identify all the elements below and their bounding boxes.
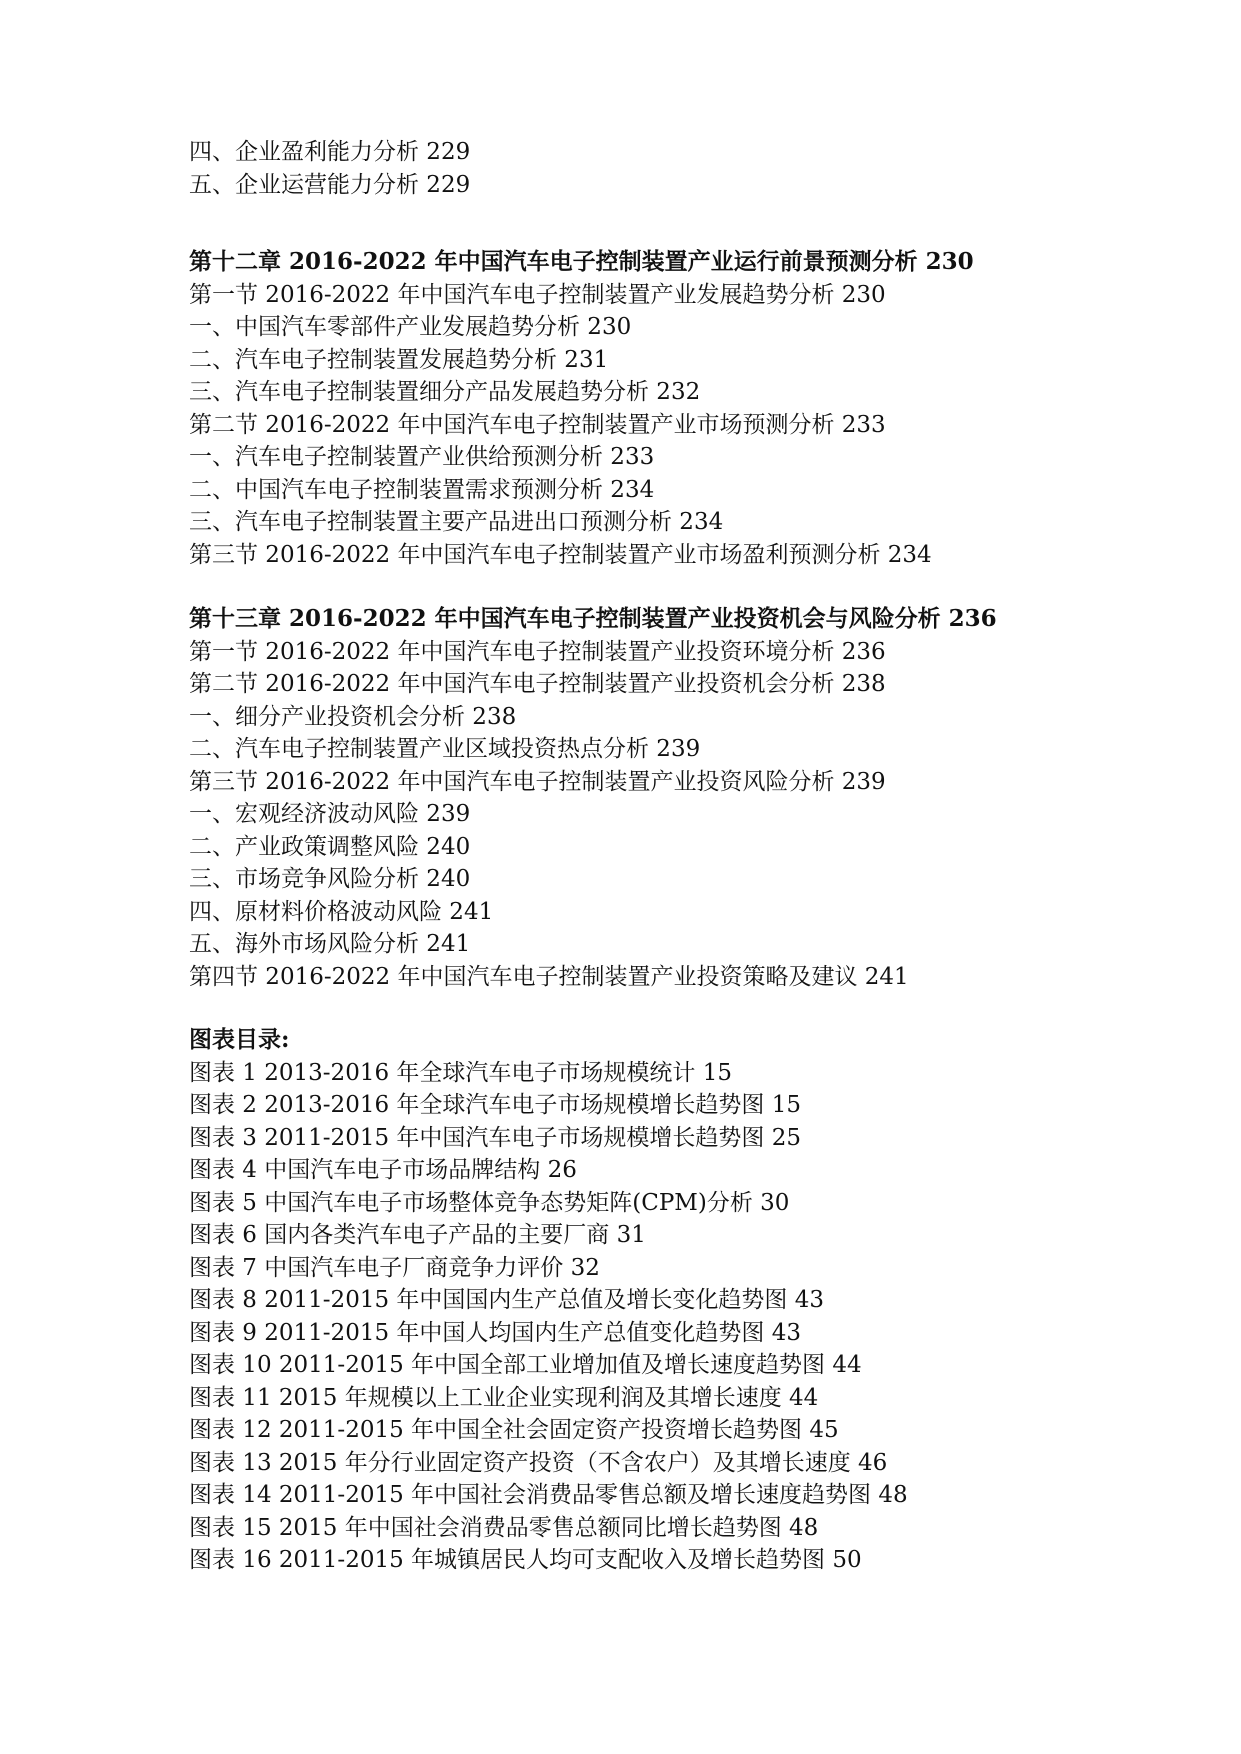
toc-entry: 二、汽车电子控制装置发展趋势分析 231 <box>189 346 609 373</box>
toc-entry: 一、中国汽车零部件产业发展趋势分析 230 <box>189 314 632 340</box>
figure-entry: 图表 16 2011-2015 年城镇居民人均可支配收入及增长趋势图 50 <box>189 1547 862 1573</box>
toc-entry: 二、汽车电子控制装置产业区域投资热点分析 239 <box>189 736 701 762</box>
toc-block-chapter13 <box>189 603 1189 993</box>
chapter-heading: 第十二章 2016-2022 年中国汽车电子控制装置产业运行前景预测分析 230 <box>189 248 974 275</box>
toc-entry: 第二节 2016-2022 年中国汽车电子控制装置产业市场预测分析 233 <box>189 411 886 438</box>
toc-entry: 第二节 2016-2022 年中国汽车电子控制装置产业投资机会分析 238 <box>189 671 886 697</box>
toc-entry: 三、汽车电子控制装置细分产品发展趋势分析 232 <box>189 379 701 405</box>
figure-entry: 图表 6 国内各类汽车电子产品的主要厂商 31 <box>189 1222 646 1248</box>
figure-entry: 图表 15 2015 年中国社会消费品零售总额同比增长趋势图 48 <box>189 1514 819 1541</box>
toc-block-chapter11-tail <box>189 136 1189 201</box>
figure-entry: 图表 8 2011-2015 年中国国内生产总值及增长变化趋势图 43 <box>189 1287 824 1313</box>
figure-entry: 图表 4 中国汽车电子市场品牌结构 26 <box>189 1157 577 1183</box>
toc-entry: 第一节 2016-2022 年中国汽车电子控制装置产业投资环境分析 236 <box>189 638 886 665</box>
toc-entry: 一、宏观经济波动风险 239 <box>189 801 471 827</box>
toc-block-chapter12 <box>189 246 1189 571</box>
chapter-heading: 第十三章 2016-2022 年中国汽车电子控制装置产业投资机会与风险分析 236 <box>189 605 997 632</box>
toc-entry: 第一节 2016-2022 年中国汽车电子控制装置产业发展趋势分析 230 <box>189 281 886 308</box>
toc-entry: 一、细分产业投资机会分析 238 <box>189 703 517 730</box>
toc-entry: 五、海外市场风险分析 241 <box>189 931 471 957</box>
figure-entry: 图表 1 2013-2016 年全球汽车电子市场规模统计 15 <box>189 1059 732 1086</box>
figure-entry: 图表 10 2011-2015 年中国全部工业增加值及增长速度趋势图 44 <box>189 1352 862 1378</box>
figure-entry: 图表 14 2011-2015 年中国社会消费品零售总额及增长速度趋势图 48 <box>189 1482 908 1508</box>
toc-entry: 第三节 2016-2022 年中国汽车电子控制装置产业市场盈利预测分析 234 <box>189 541 932 568</box>
figure-entry: 图表 11 2015 年规模以上工业企业实现利润及其增长速度 44 <box>189 1384 819 1411</box>
toc-entry: 二、中国汽车电子控制装置需求预测分析 234 <box>189 476 655 503</box>
figure-entry: 图表 3 2011-2015 年中国汽车电子市场规模增长趋势图 25 <box>189 1124 801 1151</box>
toc-block-figure-list <box>189 1024 1189 1577</box>
toc-entry: 一、汽车电子控制装置产业供给预测分析 233 <box>189 444 655 470</box>
figure-entry: 图表 13 2015 年分行业固定资产投资（不含农户）及其增长速度 46 <box>189 1449 888 1476</box>
toc-entry: 五、企业运营能力分析 229 <box>189 171 471 198</box>
figure-list-heading: 图表目录: <box>189 1026 290 1053</box>
figure-entry: 图表 7 中国汽车电子厂商竞争力评价 32 <box>189 1254 600 1281</box>
figure-entry: 图表 12 2011-2015 年中国全社会固定资产投资增长趋势图 45 <box>189 1417 839 1443</box>
figure-entry: 图表 5 中国汽车电子市场整体竞争态势矩阵(CPM)分析 30 <box>189 1189 790 1216</box>
toc-entry: 第四节 2016-2022 年中国汽车电子控制装置产业投资策略及建议 241 <box>189 963 909 990</box>
toc-entry: 第三节 2016-2022 年中国汽车电子控制装置产业投资风险分析 239 <box>189 768 886 795</box>
toc-entry: 三、汽车电子控制装置主要产品进出口预测分析 234 <box>189 509 724 535</box>
toc-entry: 四、企业盈利能力分析 229 <box>189 139 471 165</box>
figure-entry: 图表 2 2013-2016 年全球汽车电子市场规模增长趋势图 15 <box>189 1092 801 1118</box>
toc-entry: 三、市场竞争风险分析 240 <box>189 866 471 892</box>
figure-entry: 图表 9 2011-2015 年中国人均国内生产总值变化趋势图 43 <box>189 1319 801 1346</box>
toc-entry: 二、产业政策调整风险 240 <box>189 833 471 860</box>
toc-entry: 四、原材料价格波动风险 241 <box>189 898 494 925</box>
